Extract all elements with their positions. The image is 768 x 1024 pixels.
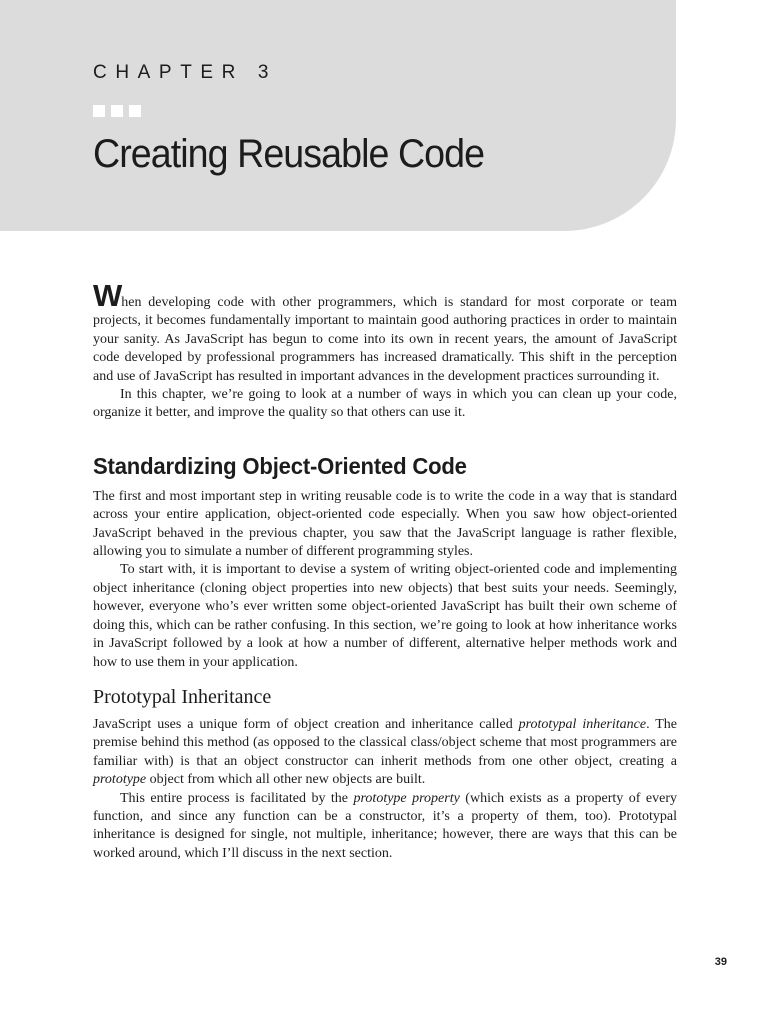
chapter-ornament xyxy=(93,105,141,117)
page-number: 39 xyxy=(714,956,727,968)
subsection-text xyxy=(93,716,677,863)
subsection-paragraph-2 xyxy=(93,790,677,864)
subsection-paragraph-1 xyxy=(93,716,677,790)
drop-cap: W xyxy=(93,278,122,313)
text-run: object from which all other new objects are built. xyxy=(146,772,426,788)
section-text xyxy=(93,488,677,672)
term-prototypal-inheritance: prototypal inheritance xyxy=(518,716,647,732)
term-prototype-property: prototype property xyxy=(353,790,460,806)
section-heading: Standardizing Object-Oriented Code xyxy=(93,452,467,479)
ornament-square xyxy=(111,105,123,117)
ornament-square xyxy=(129,105,141,117)
text-run: This entire process is facilitated by the xyxy=(120,790,354,806)
intro-paragraph xyxy=(93,280,677,386)
chapter-label: CHAPTER 3 xyxy=(93,62,278,83)
intro-paragraph-text: hen developing code with other programmers, which is standard for most corporate or team projects, it becomes fundamentally important to maintain good authoring practices in order to maintain your sanity. As JavaScript has begun to come into its own in recent years, the amount of JavaScript code developed by professional programmers has increased dramatically. This shift in the perception and use of JavaScript has resulted in important advances in the development practices surrounding it. xyxy=(93,295,677,384)
text-run: (which exists as a property of every function, and since any function can be a constructor, it’s a property of them, too). Prototypal inheritance is designed for single, not multiple, inheritance; however, there are ways that this can be worked around, which I’ll discuss in the next section. xyxy=(93,790,677,861)
text-run: JavaScript uses a unique form of object creation and inheritance called xyxy=(93,716,519,732)
term-prototype: prototype xyxy=(93,772,147,788)
chapter-header-band xyxy=(0,0,676,231)
chapter-title: Creating Reusable Code xyxy=(93,132,485,176)
page-content xyxy=(93,280,677,863)
intro-paragraph-2: In this chapter, we’re going to look at a number of ways in which you can clean up your code, organize it better, and improve the quality so that others can use it. xyxy=(93,387,677,421)
text-run: . The premise behind this method (as opposed to the classical class/object scheme that most programmers are familiar with) is that an object constructor can inherit methods from one other object, creating a xyxy=(93,716,677,769)
ornament-square xyxy=(93,105,105,117)
intro-text xyxy=(93,280,677,423)
section-paragraph-1: The first and most important step in writing reusable code is to write the code in a way that is standard across your entire application, object-oriented code especially. When you saw how object-oriented JavaScript behaved in the previous chapter, you saw that the JavaScript language is rather flexible, allowing you to simulate a number of different programming styles. xyxy=(93,488,677,560)
section-paragraph-2: To start with, it is important to devise a system of writing object-oriented code and implementing object inheritance (cloning object properties into new objects) that best suits your needs. Seemingly, however, everyone who’s ever written some object-oriented JavaScript has built their own scheme of doing this, which can be rather confusing. In this section, we’re going to look at how inheritance works in JavaScript followed by a look at how a number of different, alternative helper methods work and how to use them in your application. xyxy=(93,562,677,670)
subsection-heading: Prototypal Inheritance xyxy=(93,685,272,708)
